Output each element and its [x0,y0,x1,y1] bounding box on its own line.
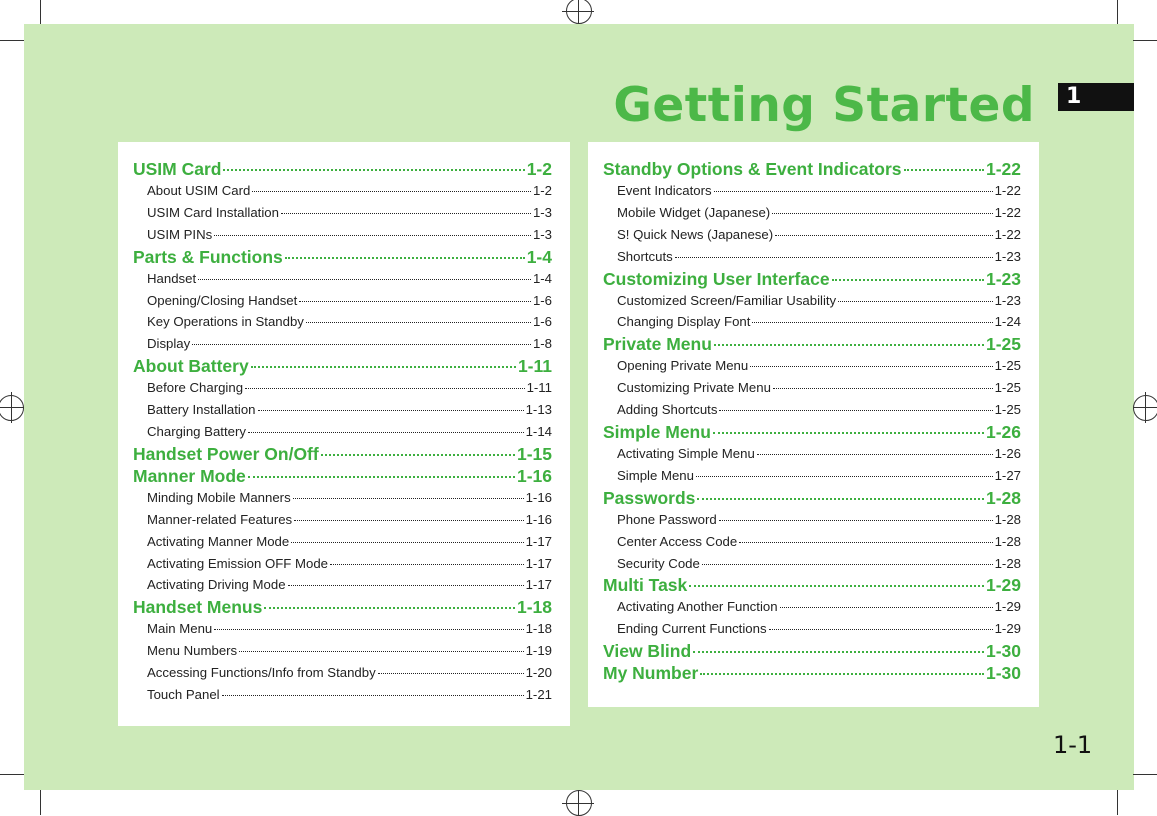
toc-item-label: USIM PINs [147,226,213,242]
toc-item-page: 1-6 [532,314,552,330]
toc-section-title: Handset Menus [133,597,263,618]
toc-item-entry[interactable] [133,553,552,575]
page-number: 1-1 [1053,731,1093,759]
dot-leader [697,498,984,500]
toc-section-entry[interactable] [603,268,1021,290]
toc-item-page: 1-4 [532,270,552,286]
dot-leader [750,366,992,367]
dot-leader [245,388,525,389]
dot-leader [251,366,516,368]
toc-item-page: 1-16 [525,489,552,505]
toc-item-label: Ending Current Functions [617,621,767,637]
chapter-number-tab: 1 [1058,83,1134,111]
dot-leader [258,410,524,411]
toc-item-entry[interactable] [133,662,552,684]
dot-leader [214,235,531,236]
toc-item-label: Phone Password [617,511,717,527]
dot-leader [281,213,531,214]
toc-item-page: 1-22 [994,183,1021,198]
toc-item-label: Charging Battery [147,424,246,440]
toc-item-entry[interactable] [133,290,552,312]
toc-item-page: 1-17 [525,577,552,593]
dot-leader [214,629,523,630]
toc-section-page: 1-25 [985,334,1021,355]
dot-leader [252,191,531,192]
dot-leader [773,388,993,389]
toc-item-label: Activating Emission OFF Mode [147,555,329,571]
toc-item-label: Opening Private Menu [617,358,749,374]
toc-item-label: Handset [147,270,197,286]
toc-item-entry[interactable] [133,224,552,246]
toc-section-title: Standby Options & Event Indicators [603,159,902,179]
toc-section-title: Handset Power On/Off [133,443,319,464]
dot-leader [739,542,992,543]
dot-leader [693,651,984,653]
toc-item-page: 1-11 [526,380,552,396]
toc-item-label: Adding Shortcuts [617,402,718,418]
dot-leader [904,169,984,171]
toc-item-label: Main Menu [147,621,213,637]
toc-item-label: Minding Mobile Manners [147,489,291,505]
toc-section-title: View Blind [603,641,692,662]
toc-section-page: 1-23 [985,268,1021,289]
dot-leader [288,585,524,586]
toc-item-entry[interactable] [603,509,1021,531]
dot-leader [321,454,515,456]
toc-item-entry[interactable] [133,640,552,662]
toc-item-page: 1-23 [994,292,1021,308]
toc-item-page: 1-17 [525,533,552,549]
toc-item-page: 1-14 [525,424,552,440]
toc-item-label: Activating Another Function [617,599,778,615]
dot-leader [264,607,515,609]
toc-item-page: 1-26 [994,446,1021,462]
toc-section-title: Simple Menu [603,422,711,443]
toc-section-page: 1-30 [985,641,1021,662]
toc-section-entry[interactable] [603,421,1021,443]
toc-item-entry[interactable] [133,421,552,443]
dot-leader [330,564,524,565]
toc-item-entry[interactable] [603,180,1021,202]
dot-leader [714,344,984,346]
toc-item-page: 1-3 [532,204,552,220]
toc-section-page: 1-4 [526,246,552,267]
dot-leader [299,301,531,302]
toc-item-label: Menu Numbers [147,643,238,659]
toc-item-entry[interactable] [603,246,1021,268]
toc-item-page: 1-19 [525,643,552,659]
toc-item-entry[interactable] [133,487,552,509]
toc-item-entry[interactable] [603,443,1021,465]
toc-item-entry[interactable] [133,618,552,640]
toc-item-entry[interactable] [133,684,552,706]
dot-leader [714,191,993,192]
dot-leader [294,520,523,521]
dot-leader [700,673,984,675]
toc-item-page: 1-28 [994,533,1021,549]
toc-item-page: 1-28 [994,511,1021,527]
toc-item-label: About USIM Card [147,183,251,198]
toc-section-entry[interactable] [603,574,1021,596]
toc-item-page: 1-22 [994,226,1021,242]
toc-item-entry[interactable] [133,377,552,399]
toc-item-label: Simple Menu [617,467,694,483]
toc-section-entry[interactable] [603,640,1021,662]
dot-leader [713,432,984,434]
toc-section-title: Private Menu [603,334,712,355]
toc-section-entry[interactable] [133,443,552,465]
toc-item-page: 1-6 [532,292,552,308]
toc-section-title: Parts & Functions [133,246,283,267]
dot-leader [769,629,993,630]
toc-item-page: 1-2 [532,183,552,198]
toc-item-label: Changing Display Font [617,314,751,330]
toc-item-entry[interactable] [603,311,1021,333]
toc-item-page: 1-25 [994,402,1021,418]
toc-section-entry[interactable] [133,355,552,377]
dot-leader [192,344,531,345]
toc-item-label: Event Indicators [617,183,712,198]
dot-leader [248,476,515,478]
toc-section-page: 1-30 [985,663,1021,684]
toc-item-label: Activating Driving Mode [147,577,286,593]
toc-item-entry[interactable] [603,377,1021,399]
toc-section-page: 1-15 [516,443,552,464]
dot-leader [702,564,993,565]
dot-leader [772,213,992,214]
toc-item-label: Mobile Widget (Japanese) [617,204,771,220]
toc-section-entry[interactable] [133,596,552,618]
toc-item-entry[interactable] [133,311,552,333]
toc-item-page: 1-16 [525,511,552,527]
toc-item-page: 1-25 [994,380,1021,396]
toc-section-entry[interactable] [133,246,552,268]
toc-item-page: 1-29 [994,621,1021,637]
dot-leader [675,257,993,258]
toc-item-entry[interactable] [133,399,552,421]
toc-item-entry[interactable] [133,531,552,553]
dot-leader [775,235,992,236]
toc-section-title: USIM Card [133,159,222,179]
dot-leader [838,301,992,302]
toc-item-label: Customized Screen/Familiar Usability [617,292,837,308]
toc-item-label: Shortcuts [617,248,673,264]
toc-section-title: About Battery [133,356,249,377]
toc-item-entry[interactable] [133,180,552,202]
toc-section-page: 1-26 [985,422,1021,443]
toc-item-label: Key Operations in Standby [147,314,304,330]
toc-item-page: 1-27 [994,467,1021,483]
toc-section-page: 1-29 [985,575,1021,596]
toc-right-column [588,142,1039,707]
toc-item-label: Accessing Functions/Info from Standby [147,665,376,681]
dot-leader [285,257,525,259]
toc-section-title: My Number [603,663,699,684]
toc-item-entry[interactable] [133,574,552,596]
toc-item-entry[interactable] [603,224,1021,246]
toc-item-page: 1-18 [525,621,552,637]
toc-section-title: Customizing User Interface [603,268,830,289]
toc-item-page: 1-17 [525,555,552,571]
dot-leader [291,542,523,543]
toc-item-page: 1-25 [994,358,1021,374]
dot-leader [306,322,531,323]
toc-item-page: 1-29 [994,599,1021,615]
dot-leader [752,322,992,323]
toc-item-entry[interactable] [603,618,1021,640]
toc-section-title: Multi Task [603,575,688,596]
toc-item-entry[interactable] [133,509,552,531]
toc-item-label: Manner-related Features [147,511,293,527]
toc-item-entry[interactable] [133,268,552,290]
dot-leader [293,498,524,499]
toc-section-page: 1-18 [516,597,552,618]
toc-section-title: Passwords [603,487,696,508]
toc-item-entry[interactable] [603,290,1021,312]
toc-item-label: Battery Installation [147,402,256,418]
toc-item-label: Before Charging [147,380,244,396]
toc-item-label: Center Access Code [617,533,738,549]
toc-section-page: 1-16 [516,465,552,486]
toc-item-page: 1-20 [525,665,552,681]
toc-item-label: Activating Simple Menu [617,446,755,462]
toc-section-page: 1-22 [985,159,1021,179]
toc-section-entry[interactable] [133,158,552,180]
toc-section-entry[interactable] [603,333,1021,355]
toc-item-page: 1-13 [525,402,552,418]
toc-item-page: 1-8 [532,336,552,352]
toc-item-entry[interactable] [603,399,1021,421]
toc-item-label: USIM Card Installation [147,204,279,220]
toc-section-entry[interactable] [603,487,1021,509]
toc-item-label: Touch Panel [147,687,220,703]
toc-item-entry[interactable] [603,465,1021,487]
toc-item-page: 1-21 [525,687,552,703]
toc-item-page: 1-28 [994,555,1021,571]
toc-item-label: Activating Manner Mode [147,533,290,549]
toc-section-entry[interactable] [603,662,1021,684]
toc-item-entry[interactable] [603,355,1021,377]
dot-leader [239,651,523,652]
dot-leader [832,279,984,281]
toc-item-entry[interactable] [133,333,552,355]
dot-leader [757,454,993,455]
toc-item-label: Opening/Closing Handset [147,292,298,308]
toc-item-entry[interactable] [603,553,1021,575]
dot-leader [689,585,984,587]
toc-section-title: Manner Mode [133,465,246,486]
toc-item-page: 1-24 [994,314,1021,330]
dot-leader [378,673,524,674]
toc-item-entry[interactable] [603,531,1021,553]
toc-section-page: 1-2 [526,159,552,179]
toc-item-page: 1-22 [994,204,1021,220]
toc-section-page: 1-28 [985,487,1021,508]
toc-left-column [118,142,570,726]
toc-item-label: S! Quick News (Japanese) [617,226,774,242]
toc-section-entry[interactable] [603,158,1021,180]
dot-leader [696,476,993,477]
toc-item-label: Customizing Private Menu [617,380,771,396]
toc-item-page: 1-23 [994,248,1021,264]
dot-leader [719,520,993,521]
toc-item-label: Security Code [617,555,700,571]
toc-item-label: Display [147,336,191,352]
dot-leader [223,169,524,171]
toc-section-entry[interactable] [133,465,552,487]
toc-item-page: 1-3 [532,226,552,242]
dot-leader [222,695,524,696]
toc-item-entry[interactable] [603,596,1021,618]
dot-leader [780,607,993,608]
toc-section-page: 1-11 [517,356,552,377]
toc-item-entry[interactable] [133,202,552,224]
toc-item-entry[interactable] [603,202,1021,224]
dot-leader [198,279,531,280]
page-title: Getting Started [613,78,1035,133]
dot-leader [248,432,524,433]
dot-leader [719,410,992,411]
